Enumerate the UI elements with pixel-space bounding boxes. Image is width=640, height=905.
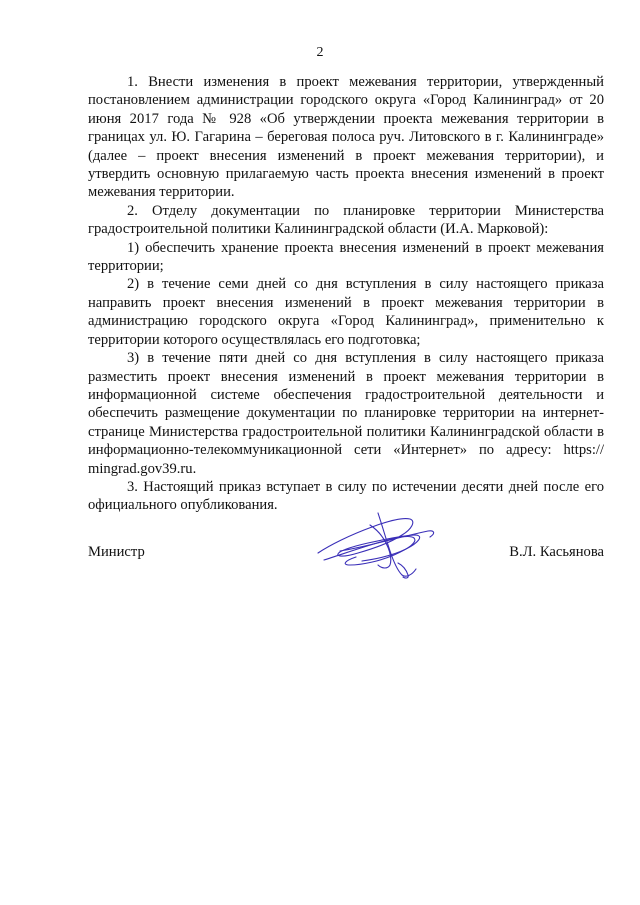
paragraph-2-3: 3) в течение пяти дней со дня вступления в силу настоящего приказа разместить проект внесения изменений в проект межевания территории в информационной системе обеспечения градостроительной деятельности и обеспечить размещение документации по планировке территории на интернет-странице Министерства градостроительной политики Калининградской области в информационно-телекоммуникационной сети «Интернет» по адресу: https:// mingrad.gov39.ru. [88, 350, 604, 477]
paragraph-3: 3. Настоящий приказ вступает в силу по истечении десяти дней после его официального опубликования. [88, 478, 604, 514]
page-number: 2 [316, 45, 324, 60]
signer-name: В.Л. Касьянова [509, 544, 604, 560]
paragraph-2-1: 1) обеспечить хранение проекта внесения изменений в проект межевания территории; [88, 239, 604, 275]
signer-title: Министр [88, 544, 145, 560]
document-body [88, 73, 604, 515]
handwritten-signature [310, 505, 440, 580]
paragraph-2: 2. Отделу документации по планировке территории Министерства градостроительной политики Калининградской области (И.А. Марковой): [88, 202, 604, 238]
paragraph-1: 1. Внести изменения в проект межевания территории, утвержденный постановлением администрации городского округа «Город Калининград» от 20 июня 2017 года № 928 «Об утверждении проекта межевания территории в границах ул. Ю. Гагарина – береговая полоса руч. Литовского в г. Калининграде» (далее – проект внесения изменений в проект межевания территории), и утвердить основную прилагаемую часть проекта внесения изменений в проект межевания территории. [88, 74, 604, 201]
paragraph-2-2: 2) в течение семи дней со дня вступления в силу настоящего приказа направить проект внесения изменений в проект межевания территории в администрацию городского округа «Город Калининград», применительно к территории которого осуществлялась его подготовка; [88, 276, 604, 348]
